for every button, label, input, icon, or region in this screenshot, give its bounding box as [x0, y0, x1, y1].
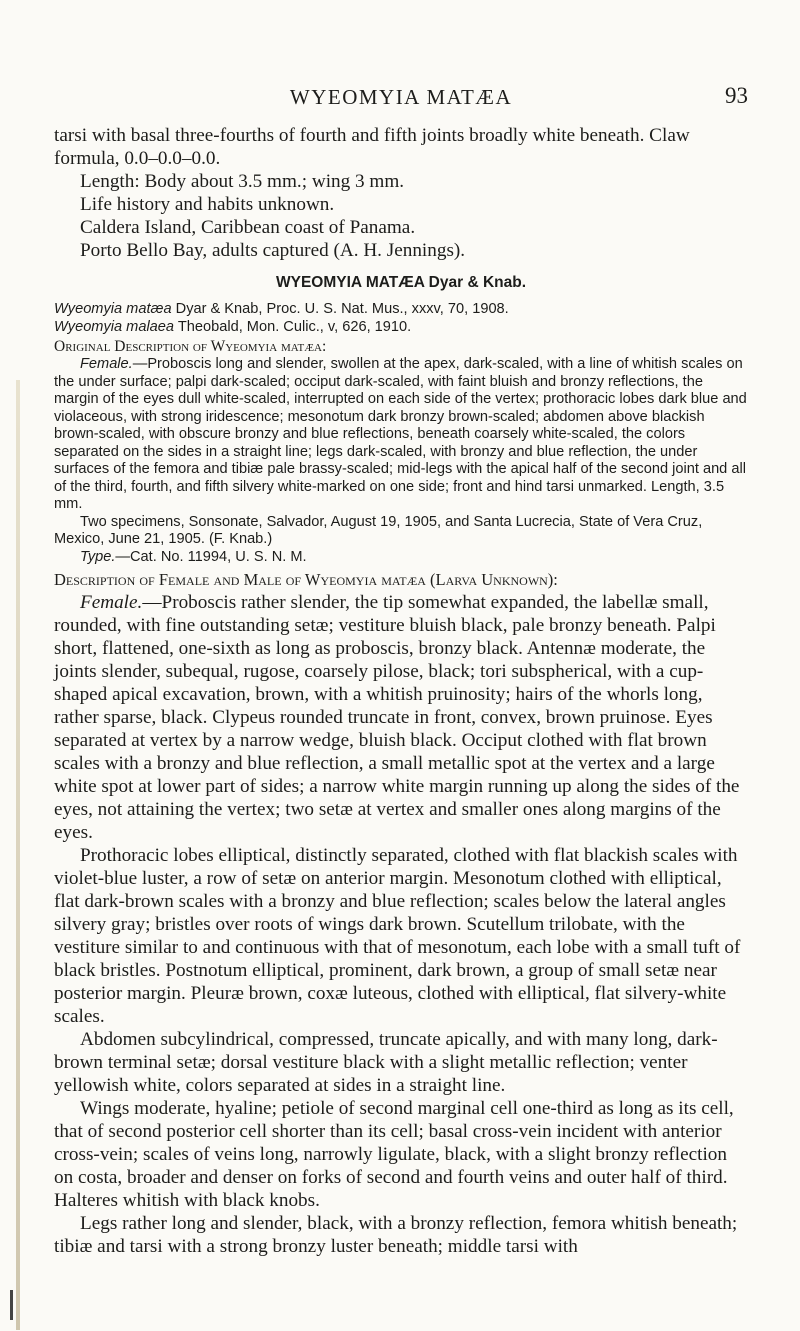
section-label: Type. — [80, 548, 116, 565]
type-text: —Cat. No. 11994, U. S. N. M. — [115, 548, 307, 565]
synonymy-entry — [54, 301, 748, 319]
section-label: Female. — [80, 592, 143, 613]
page-header — [54, 85, 748, 115]
legs-paragraph: Legs rather long and slender, black, with a bronzy reflection, femora whitish beneath; tibiæ and tarsi with a strong bronzy luster beneath; middle tarsi with — [54, 1213, 738, 1257]
length-line: Length: Body about 3.5 mm.; wing 3 mm. — [80, 171, 405, 192]
type-line — [54, 549, 748, 567]
synonym-name: Wyeomyia malaea — [54, 318, 175, 335]
synonym-name: Wyeomyia matæa — [54, 301, 172, 317]
section-label: Female. — [80, 356, 133, 372]
synonymy-entry — [54, 319, 748, 337]
wings-paragraph: Wings moderate, hyaline; petiole of second marginal cell one-third as long as its cell, that of second posterior cell shorter than its cell; basal cross-vein incident with anterior cross-vein; scales of veins long, narrowly ligulate, black, with a slight bronzy reflection on costa, broader and denser on forks of second and fourth veins and outer half of third. Halteres whitish with black knobs. — [54, 1098, 734, 1211]
description-heading: Description of Female and Male of Wyeomyia matæa (Larva Unknown): — [54, 570, 558, 589]
original-description-heading: Original Description of Wyeomyia matæa: — [54, 338, 327, 355]
synonym-reference: Dyar & Knab, Proc. U. S. Nat. Mus., xxxv, 70, 1908. — [171, 301, 509, 317]
specimens-paragraph: Two specimens, Sonsonate, Salvador, August 19, 1905, and Santa Lucrecia, State of Vera Cruz, Mexico, June 21, 1905. (F. Knab.) — [54, 513, 703, 547]
original-female-paragraph — [54, 356, 748, 514]
intro-paragraph: tarsi with basal three-fourths of fourth and fifth joints broadly white beneath. Claw formula, 0.0–0.0–0.0. — [54, 125, 690, 169]
locality-line: Porto Bello Bay, adults captured (A. H. Jennings). — [80, 240, 466, 261]
synonym-reference: Theobald, Mon. Culic., v, 626, 1910. — [174, 318, 412, 335]
life-history-line: Life history and habits unknown. — [80, 194, 335, 215]
female-description-paragraph — [54, 591, 748, 844]
page-number: 93 — [725, 83, 748, 108]
page-body — [54, 124, 748, 1258]
female-description-text: —Proboscis rather slender, the tip somewhat expanded, the labellæ small, rounded, with fine outstanding setæ; vestiture bluish black, pale bronzy beneath. Palpi short, flattened, one-sixth as long as proboscis, bronzy black. Antennæ moderate, the joints slender, subequal, rugose, coarsely pilose, black; tori subspherical, with a cup-shaped apical excavation, brown, with a whitish pruinosity; hairs of the whorls long, rather sparse, black. Clypeus rounded truncate in front, convex, brown pruinose. Eyes separated at vertex by a narrow wedge, bluish black. Occiput clothed with flat brown scales with a bronzy and blue reflection, a small metallic spot at the vertex and a large white spot at lower part of sides; a narrow white margin running up along the sides of the eyes, not attaining the vertex; two setæ at vertex and smaller ones along margins of the eyes. — [54, 592, 740, 843]
page-edge-shadow — [16, 380, 20, 1330]
running-title: WYEOMYIA MATÆA — [289, 85, 513, 109]
prothoracic-paragraph: Prothoracic lobes elliptical, distinctly separated, clothed with flat blackish scales with violet-blue luster, a row of setæ on anterior margin. Mesonotum clothed with elliptical, flat dark-brown scales with a bronzy and blue reflection; scales below the lateral angles silvery gray; bristles over roots of wings dark brown. Scutellum trilobate, with the vestiture similar to and continuous with that of mesonotum, each lobe with a small tuft of black bristles. Postnotum elliptical, prominent, dark brown, a group of small setæ near posterior margin. Pleuræ brown, coxæ luteous, clothed with elliptical, flat silvery-white scales. — [54, 845, 741, 1027]
original-female-text: —Proboscis long and slender, swollen at the apex, dark-scaled, with a line of whitish scales on the under surface; palpi dark-scaled; occiput dark-scaled, with faint bluish and bronzy reflections, the margin of the eyes dull white-scaled, interrupted on each side of the vertex; prothoracic lobes dark blue and violaceous, with strong iridescence; mesonotum dark bronzy brown-scaled; abdomen above blackish brown-scaled, with obscure bronzy and blue reflections, beneath coarsely white-scaled, the colors separated on the sides in a straight line; legs dark-scaled, with bronzy and blue reflection, the under surfaces of the femora and tibiæ pale brassy-scaled; mid-legs with the apical half of the second joint and all of the third, fourth, and fifth silvery white-marked on one side; front and hind tarsi unmarked. Length, 3.5 mm. — [54, 356, 747, 512]
locality-line: Caldera Island, Caribbean coast of Panama. — [80, 217, 416, 238]
species-heading: WYEOMYIA MATÆA Dyar & Knab. — [275, 274, 527, 291]
abdomen-paragraph: Abdomen subcylindrical, compressed, truncate apically, and with many long, dark-brown terminal setæ; dorsal vestiture black with a slight metallic reflection; venter yellowish white, colors separated at sides in a straight line. — [54, 1029, 718, 1096]
page-edge-mark — [10, 1290, 13, 1320]
